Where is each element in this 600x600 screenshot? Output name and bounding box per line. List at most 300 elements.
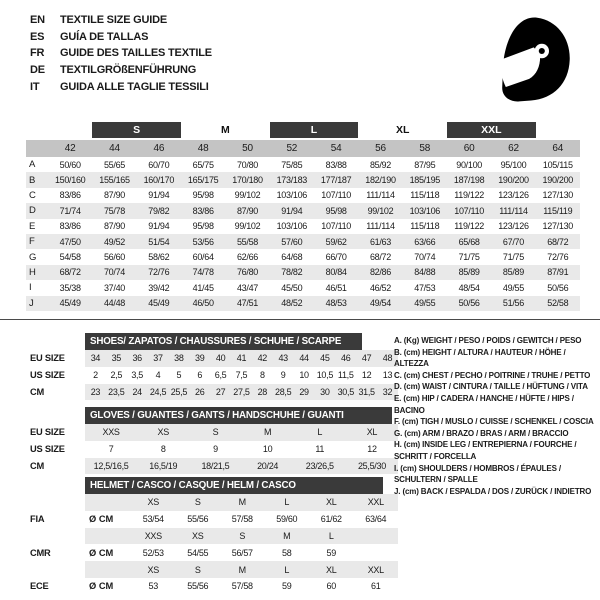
size-value: 103/106 <box>276 190 308 201</box>
size-value: 45/50 <box>281 282 303 293</box>
size-value: 45/49 <box>59 298 81 309</box>
guide-title: GUIDE DES TAILLES TEXTILE <box>60 47 212 60</box>
size-value: 61 <box>371 581 381 592</box>
size-value: 47/53 <box>414 282 436 293</box>
size-value: 41 <box>236 353 247 364</box>
size-value: 36 <box>132 353 142 364</box>
size-value: 12 <box>361 370 372 381</box>
legend-item-e: E. (cm) HIP / CADERA / HANCHE / HÜFTE / HIPS / BACINO <box>394 393 574 415</box>
size-value: 99/102 <box>234 221 261 232</box>
size-value: 47/50 <box>59 236 81 247</box>
size-value: 75/85 <box>281 159 303 170</box>
size-value: XXL <box>367 497 384 508</box>
helmet-row <box>30 528 398 545</box>
size-value: 9 <box>213 444 218 455</box>
textile-row-g <box>26 249 580 264</box>
row-values <box>85 528 398 545</box>
size-value: 37/40 <box>103 282 125 293</box>
language-row-de <box>30 62 212 79</box>
size-value: 31,5 <box>358 386 375 397</box>
size-value: 2,5 <box>110 370 123 381</box>
guide-title: GUIDA ALLE TAGLIE TESSILI <box>60 80 209 93</box>
size-value: 90/100 <box>456 159 482 170</box>
size-value: 87/90 <box>103 190 125 201</box>
size-value: 63/66 <box>414 236 436 247</box>
language-code: EN <box>30 14 45 27</box>
size-value: 66/70 <box>325 252 347 263</box>
column-header: 54 <box>330 143 342 154</box>
size-value: XXL <box>367 564 384 575</box>
size-value: 107/110 <box>321 190 352 201</box>
row-header: FIA <box>30 514 45 525</box>
shoes-size-table <box>30 333 398 400</box>
size-value: 57/60 <box>281 236 303 247</box>
size-value: 78/82 <box>281 267 303 278</box>
row-label: D <box>29 205 36 217</box>
textile-row-f <box>26 234 580 249</box>
size-value: 71/75 <box>502 252 524 263</box>
size-value: 119/122 <box>454 221 484 232</box>
size-value: 7,5 <box>235 370 248 381</box>
size-value: 27 <box>215 386 226 397</box>
size-group-s: S <box>92 122 181 138</box>
size-value: 185/195 <box>409 175 440 186</box>
size-value: 59 <box>326 547 336 558</box>
size-value: XL <box>326 564 337 575</box>
size-value: 99/102 <box>234 190 261 201</box>
size-value: 49/55 <box>502 282 524 293</box>
size-value: 4 <box>155 370 161 381</box>
size-group-m: M <box>220 124 230 136</box>
gloves-size-table <box>30 407 398 474</box>
row-header <box>30 494 85 511</box>
size-value: XXS <box>102 427 120 438</box>
size-value: XS <box>157 427 169 438</box>
size-value: 61/62 <box>320 514 342 525</box>
size-value: 111/114 <box>366 190 395 201</box>
row-label: E <box>29 220 36 232</box>
size-value: 38 <box>174 353 184 364</box>
size-value: 64/68 <box>281 252 303 263</box>
size-value: 103/106 <box>409 205 440 216</box>
row-values <box>85 367 398 384</box>
size-value: XL <box>326 497 337 508</box>
size-value: 55/65 <box>103 159 125 170</box>
size-group-l: L <box>270 122 359 138</box>
size-value: 83/86 <box>59 190 81 201</box>
size-value: 10 <box>299 370 309 381</box>
column-header: 44 <box>109 143 120 154</box>
language-code: ES <box>30 30 45 43</box>
size-value: 44 <box>299 353 309 364</box>
size-value: 87/90 <box>236 205 258 216</box>
helmet-row <box>30 494 398 511</box>
size-value: 42 <box>257 353 268 364</box>
size-value: 44/48 <box>103 298 125 309</box>
size-value: L <box>328 530 334 541</box>
legend-item-j: J. (cm) BACK / ESPALDA / DOS / ZURÜCK / INDIETRO <box>394 486 592 496</box>
size-value: 177/187 <box>320 175 352 186</box>
size-value: 53/56 <box>192 236 214 247</box>
size-value: 47 <box>361 353 372 364</box>
size-value: 40 <box>215 353 226 364</box>
language-row-es <box>30 29 212 46</box>
textile-row-h <box>26 265 580 280</box>
size-value: 82/86 <box>369 267 391 278</box>
column-header: 48 <box>197 143 209 154</box>
guide-title: TEXTILE SIZE GUIDE <box>60 14 168 27</box>
size-value: 190/200 <box>498 175 529 186</box>
row-values <box>85 561 398 578</box>
size-value: 87/90 <box>103 221 125 232</box>
row-header: CMR <box>30 547 51 558</box>
size-value: M <box>283 530 291 541</box>
size-value: 11,5 <box>337 370 354 381</box>
size-value: 70/80 <box>236 159 258 170</box>
size-value: 57/58 <box>231 581 253 592</box>
size-value: XS <box>147 564 159 575</box>
size-value: 91/94 <box>148 190 170 201</box>
size-value: 54/55 <box>187 547 209 558</box>
textile-row-e <box>26 219 580 234</box>
row-header: US SIZE <box>30 370 65 381</box>
size-value: 59 <box>282 581 292 592</box>
size-value: 119/122 <box>454 190 484 201</box>
helmet-row <box>30 544 398 561</box>
size-value: 24,5 <box>149 386 167 397</box>
size-value: 23 <box>90 386 101 397</box>
language-title-list <box>30 12 212 95</box>
size-value: 48/52 <box>281 298 303 309</box>
size-value: 71/75 <box>458 252 480 263</box>
size-value: 62/66 <box>236 252 258 263</box>
size-value: 34 <box>90 353 101 364</box>
size-value: 111/114 <box>366 221 395 232</box>
size-value: 43/47 <box>236 282 258 293</box>
textile-size-group-row <box>26 122 580 140</box>
size-value: 83/88 <box>325 159 347 170</box>
size-value: 173/183 <box>276 175 308 186</box>
size-value: 49/54 <box>369 298 391 309</box>
row-values <box>85 511 398 528</box>
size-value: 48 <box>382 353 393 364</box>
size-value: 8 <box>160 444 166 455</box>
size-value: 123/126 <box>498 190 529 201</box>
row-label: C <box>29 189 36 201</box>
size-value: 24 <box>132 386 142 397</box>
size-value: S <box>194 497 201 508</box>
size-value: 107/110 <box>454 205 484 216</box>
legend-item-g: G. (cm) ARM / BRAZO / BRAS / ARM / BRACCIO <box>394 428 569 438</box>
size-value: 2 <box>93 370 98 381</box>
textile-row-i <box>26 280 580 295</box>
size-value: 65/75 <box>192 159 214 170</box>
legend-item-a: A. (Kg) WEIGHT / PESO / POIDS / GEWITCH / PESO <box>394 336 582 345</box>
size-value: 68/72 <box>369 252 391 263</box>
size-value: L <box>317 427 323 438</box>
size-value: 50/56 <box>547 282 569 293</box>
row-label: B <box>29 174 36 186</box>
row-values <box>85 384 398 401</box>
row-values <box>85 458 398 475</box>
legend-item-c: C. (cm) CHEST / PECHO / POITRINE / TRUHE / PETTO <box>394 370 591 380</box>
size-value: 170/180 <box>232 175 263 186</box>
column-header: 46 <box>153 143 165 154</box>
legend-item-d: D. (cm) WAIST / CINTURA / TAILLE / HÜFTUNG / VITA <box>394 382 588 392</box>
size-value: 48/54 <box>458 282 480 293</box>
row-label: G <box>29 251 37 263</box>
size-value: 8 <box>259 370 265 381</box>
size-value: 30,5 <box>337 386 354 397</box>
size-value: 37 <box>153 353 163 364</box>
size-value: 51/54 <box>148 236 170 247</box>
size-value: 60/70 <box>148 159 170 170</box>
size-value: 50/60 <box>59 159 81 170</box>
size-value: 12,5/16,5 <box>93 460 129 471</box>
size-value: 25,5 <box>170 386 188 397</box>
size-value: 190/200 <box>542 175 573 186</box>
size-value: 60 <box>326 581 336 592</box>
size-value: 11 <box>315 444 325 455</box>
size-value: 50/56 <box>458 298 480 309</box>
size-value: 85/92 <box>369 159 391 170</box>
size-value: 3,5 <box>131 370 143 381</box>
size-value: 95/100 <box>500 159 527 170</box>
size-value: 155/165 <box>99 175 130 186</box>
size-value: 84/88 <box>414 267 436 278</box>
textile-row-d <box>26 203 580 218</box>
size-value: 6,5 <box>214 370 227 381</box>
row-values <box>85 544 398 561</box>
size-value: 54/58 <box>59 252 81 263</box>
row-header <box>30 561 85 578</box>
size-value: 91/94 <box>281 205 303 216</box>
language-code: DE <box>30 64 45 77</box>
size-value: 26 <box>195 386 205 397</box>
size-value: 23,5 <box>108 386 125 397</box>
row-header: EU SIZE <box>30 427 65 438</box>
size-value: 51/56 <box>502 298 524 309</box>
racing-helmet-icon <box>486 12 576 108</box>
size-value: 7 <box>108 444 114 455</box>
size-group-xl: XL <box>395 124 410 136</box>
row-header: ECE <box>30 581 49 592</box>
size-value: 35/38 <box>59 282 81 293</box>
size-value: 71/74 <box>59 205 81 216</box>
size-value: 59/62 <box>325 236 347 247</box>
size-value: 70/74 <box>103 267 125 278</box>
guide-title: TEXTILGRÖßENFÜHRUNG <box>60 64 197 77</box>
size-value: 182/190 <box>365 175 396 186</box>
size-value: 49/52 <box>103 236 125 247</box>
textile-row-a <box>26 157 580 172</box>
size-value: M <box>238 497 246 508</box>
size-value: 75/78 <box>103 205 125 216</box>
size-value: 39/42 <box>148 282 170 293</box>
measurement-legend <box>394 335 599 497</box>
size-group-empty <box>48 122 92 138</box>
size-value: XL <box>366 427 378 438</box>
size-value: 55/56 <box>187 581 209 592</box>
language-row-it <box>30 78 212 95</box>
size-value: 53 <box>148 581 158 592</box>
column-header: 52 <box>286 143 298 154</box>
size-value: 150/160 <box>54 175 86 186</box>
textile-column-header-row <box>26 140 580 157</box>
size-value: 35 <box>111 353 121 364</box>
size-value: 41/45 <box>192 282 214 293</box>
section-divider <box>0 319 600 320</box>
size-value: 127/130 <box>542 221 573 232</box>
size-value: 85/89 <box>458 267 480 278</box>
size-value: 80/84 <box>325 267 347 278</box>
size-value: 10,5 <box>316 370 334 381</box>
size-value: 55/56 <box>187 514 209 525</box>
size-value: L <box>284 497 290 508</box>
row-label: I <box>29 282 32 294</box>
size-value: 46/51 <box>325 282 347 293</box>
column-header: 62 <box>508 143 519 154</box>
size-value: 63/64 <box>365 514 387 525</box>
row-header: CM <box>30 460 45 471</box>
guide-title: GUÍA DE TALLAS <box>60 30 149 43</box>
size-value: 123/126 <box>498 221 529 232</box>
size-value: 55/58 <box>236 236 258 247</box>
helmet-row <box>30 511 398 528</box>
size-value: 13 <box>382 370 393 381</box>
size-value: 56/60 <box>103 252 125 263</box>
helmet-title-bar: HELMET / CASCO / CASQUE / HELM / CASCO <box>85 477 383 494</box>
size-value: 160/170 <box>143 175 175 186</box>
size-value: 46/52 <box>369 282 391 293</box>
diameter-unit-label: Ø CM <box>89 514 114 525</box>
row-label: J <box>29 297 34 309</box>
size-value: M <box>238 564 246 575</box>
column-header: 60 <box>463 143 475 154</box>
size-value: 45/49 <box>148 298 170 309</box>
size-value: 127/130 <box>542 190 573 201</box>
row-header: EU SIZE <box>30 353 65 364</box>
legend-item-h: H. (cm) INSIDE LEG / ENTREPIERNA / FOURCHE / SCHRITT / FORCELLA <box>394 440 577 461</box>
size-value: 28 <box>257 386 268 397</box>
size-value: 165/175 <box>187 175 219 186</box>
size-value: 79/82 <box>148 205 170 216</box>
textile-row-b <box>26 172 580 187</box>
textile-row-c <box>26 188 580 203</box>
size-value: 39 <box>195 353 205 364</box>
size-value: 58/62 <box>148 252 170 263</box>
size-value: M <box>264 427 272 438</box>
row-header: US SIZE <box>30 444 65 455</box>
size-value: 115/119 <box>543 205 573 216</box>
row-values <box>85 441 398 458</box>
size-value: 60/64 <box>192 252 214 263</box>
shoes-title-bar: SHOES/ ZAPATOS / CHAUSSURES / SCHUHE / SCARPE <box>85 333 362 350</box>
gloves-row <box>30 458 398 475</box>
column-header: 64 <box>552 143 564 154</box>
size-value: 52/53 <box>142 547 164 558</box>
size-value: 61/63 <box>369 236 391 247</box>
row-label: F <box>29 236 35 248</box>
size-value: 57/58 <box>231 514 253 525</box>
diameter-unit-label: Ø CM <box>89 581 114 592</box>
size-value: 85/89 <box>502 267 524 278</box>
size-value: 47/51 <box>236 298 258 309</box>
size-value: 115/118 <box>410 190 440 201</box>
row-label: H <box>29 266 36 278</box>
size-value: XXS <box>144 530 162 541</box>
size-value: 49/55 <box>414 298 436 309</box>
gloves-row <box>30 441 398 458</box>
row-label: A <box>29 159 36 171</box>
size-value: 107/110 <box>321 221 352 232</box>
size-value: 52/58 <box>547 298 569 309</box>
row-values <box>85 578 398 595</box>
size-value: 115/118 <box>410 221 440 232</box>
shoes-row <box>30 367 398 384</box>
size-value: 10 <box>262 444 273 455</box>
size-value: 87/91 <box>547 267 569 278</box>
size-value: S <box>239 530 246 541</box>
size-value: 9 <box>280 370 286 381</box>
language-code: IT <box>30 80 40 93</box>
size-value: 25,5/30 <box>357 460 386 471</box>
size-value: 70/74 <box>414 252 436 263</box>
size-value: 29 <box>299 386 309 397</box>
size-value: S <box>194 564 201 575</box>
column-header: 42 <box>64 143 76 154</box>
legend-item-f: F. (cm) TIGH / MUSLO / CUISSE / SCHENKEL / COSCIA <box>394 417 594 427</box>
size-value: 30 <box>320 386 330 397</box>
size-value: 68/72 <box>59 267 81 278</box>
textile-size-table <box>26 122 580 311</box>
size-value: 53/54 <box>142 514 164 525</box>
size-value: 18/21,5 <box>201 460 230 471</box>
column-header: 56 <box>375 143 386 154</box>
size-value: 72/76 <box>148 267 170 278</box>
size-value: 58 <box>282 547 292 558</box>
size-value: 46/50 <box>192 298 214 309</box>
size-value: 111/114 <box>499 205 528 216</box>
size-value: L <box>284 564 290 575</box>
size-value: 95/98 <box>192 221 214 232</box>
size-value: 95/98 <box>192 190 214 201</box>
gloves-title-bar: GLOVES / GUANTES / GANTS / HANDSCHUHE / GUANTI <box>85 407 392 424</box>
row-header: CM <box>30 386 45 397</box>
row-values <box>85 494 398 511</box>
size-value: 91/94 <box>148 221 170 232</box>
size-value: 67/70 <box>502 236 524 247</box>
language-row-en <box>30 12 212 29</box>
size-value: 43 <box>278 353 288 364</box>
size-value: 72/76 <box>547 252 569 263</box>
size-value: 46 <box>341 353 351 364</box>
gloves-row <box>30 424 398 441</box>
column-header: 50 <box>242 143 253 154</box>
size-value: 99/102 <box>367 205 394 216</box>
size-value: 48/53 <box>325 298 347 309</box>
helmet-row <box>30 561 398 578</box>
size-value: 6 <box>197 370 203 381</box>
size-value: 187/198 <box>453 175 485 186</box>
legend-item-i: I. (cm) SHOULDERS / HOMBROS / ÉPAULES / SCHULTERN / SPALLE <box>394 463 561 485</box>
size-value: 5 <box>176 370 182 381</box>
size-value: 45 <box>320 353 330 364</box>
size-value: 103/106 <box>276 221 308 232</box>
row-values <box>85 350 398 367</box>
legend-item-b: B. (cm) HEIGHT / ALTURA / HAUTEUR / HÖHE / ALTEZZA <box>394 347 566 369</box>
size-value: 76/80 <box>236 267 258 278</box>
